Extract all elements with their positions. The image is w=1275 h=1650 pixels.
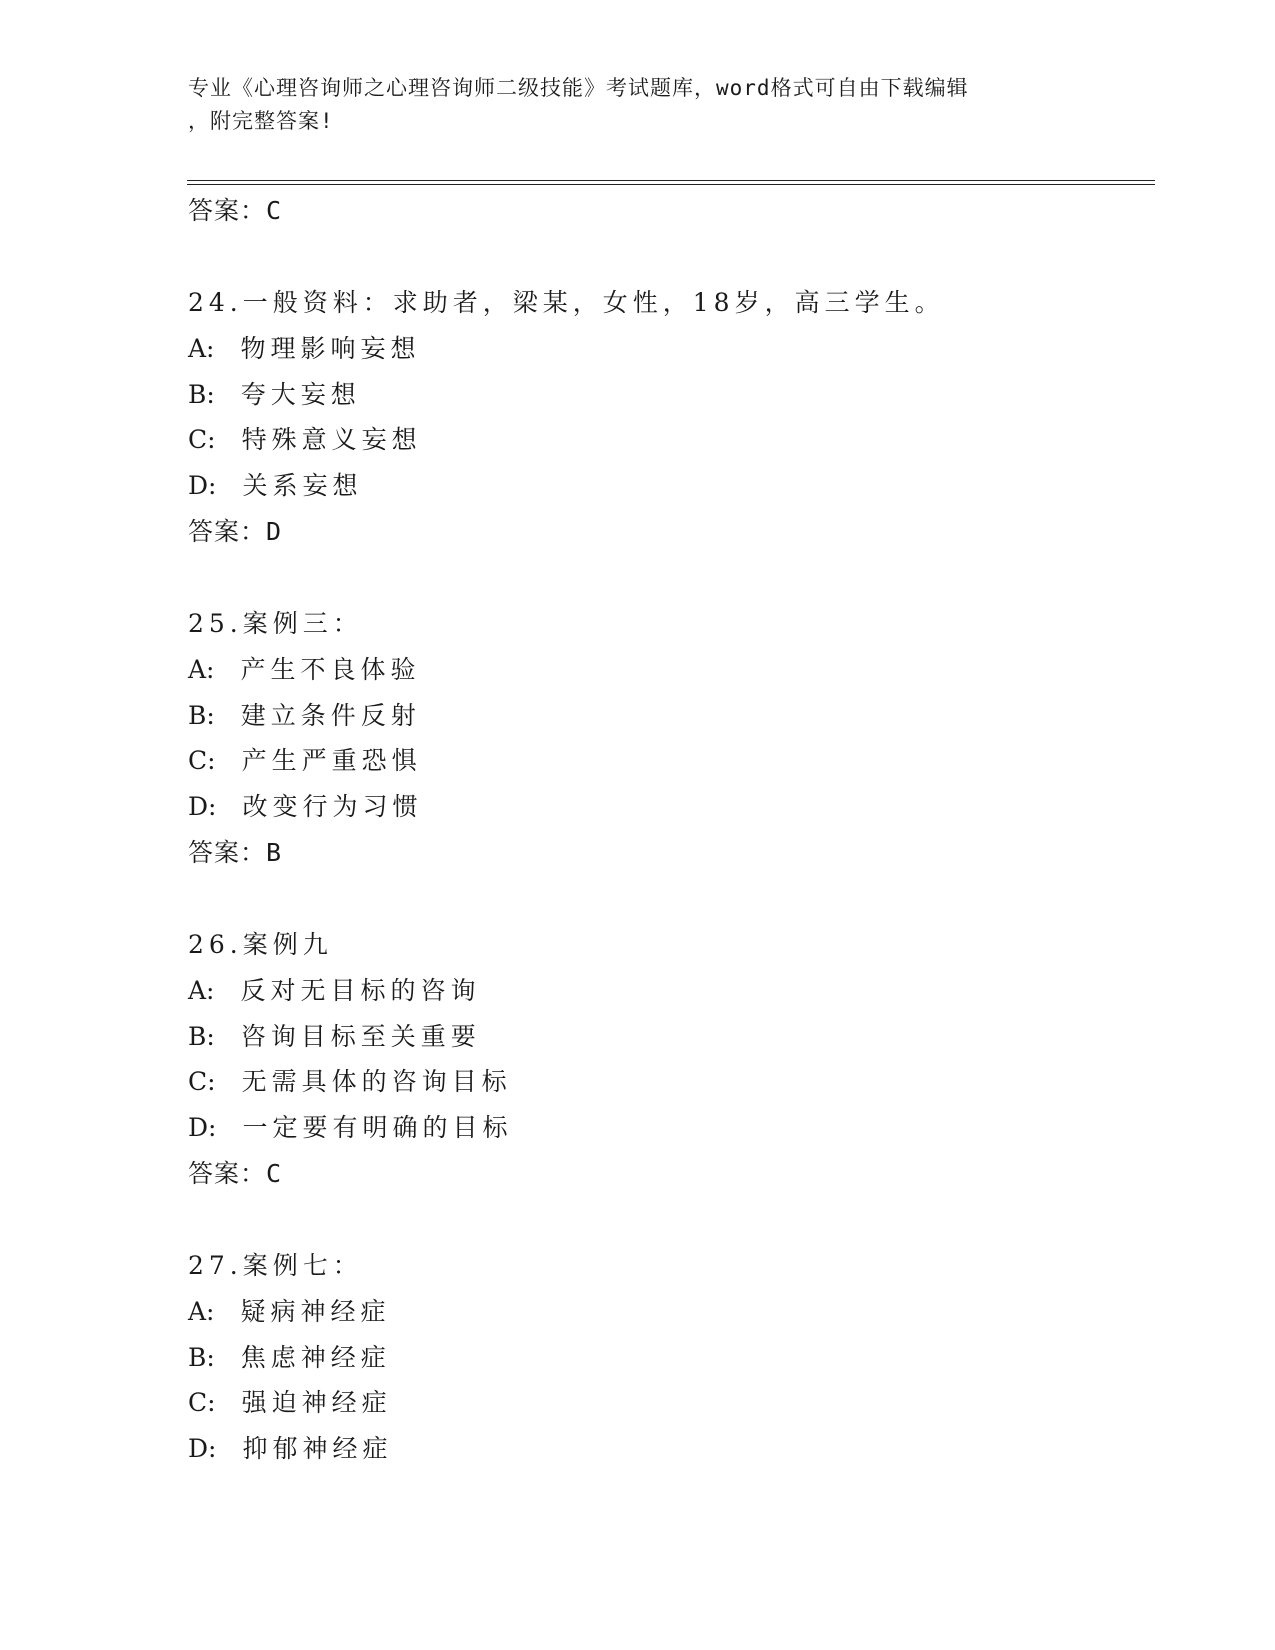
option-text: 特殊意义妄想 bbox=[241, 425, 422, 455]
option-text: 夸大妄想 bbox=[240, 379, 361, 409]
option-text: 疑病神经症 bbox=[240, 1296, 391, 1326]
option-text: 改变行为习惯 bbox=[242, 792, 423, 822]
option-letter: C: bbox=[188, 746, 216, 776]
answer: 答案：C bbox=[188, 1158, 283, 1188]
header-divider-top bbox=[187, 180, 1155, 181]
option-text: 关系妄想 bbox=[242, 471, 363, 501]
option-text: 咨询目标至关重要 bbox=[240, 1021, 481, 1051]
option-letter: B: bbox=[188, 1021, 215, 1051]
question-stem: 26.案例九 bbox=[188, 929, 333, 959]
option-letter: B: bbox=[188, 700, 215, 730]
answer: 答案：B bbox=[188, 837, 283, 867]
question-stem: 27.案例七： bbox=[188, 1250, 363, 1280]
option-a bbox=[188, 968, 1148, 1014]
question-24 bbox=[188, 280, 1148, 555]
option-letter: C: bbox=[188, 425, 216, 455]
header-divider-bottom bbox=[187, 184, 1155, 185]
option-d bbox=[188, 463, 1148, 509]
previous-answer: 答案：C bbox=[188, 196, 283, 225]
question-25 bbox=[188, 601, 1148, 876]
option-letter: D: bbox=[188, 471, 217, 501]
option-d bbox=[188, 784, 1148, 830]
option-d bbox=[188, 1105, 1148, 1151]
option-a bbox=[188, 326, 1148, 372]
option-letter: D: bbox=[188, 1113, 217, 1143]
option-text: 抑郁神经症 bbox=[242, 1434, 393, 1464]
answer: 答案：D bbox=[188, 516, 283, 546]
option-letter: A: bbox=[188, 975, 215, 1005]
option-letter: B: bbox=[188, 1342, 215, 1372]
question-26 bbox=[188, 922, 1148, 1197]
question-stem: 24.一般资料：求助者，梁某，女性，18岁，高三学生。 bbox=[188, 288, 945, 317]
option-c bbox=[188, 417, 1148, 463]
option-letter: D: bbox=[188, 1434, 217, 1464]
question-stem: 25.案例三： bbox=[188, 608, 363, 638]
option-c bbox=[188, 1059, 1148, 1105]
option-text: 反对无目标的咨询 bbox=[240, 975, 481, 1005]
option-text: 物理影响妄想 bbox=[240, 333, 421, 363]
option-a bbox=[188, 647, 1148, 693]
question-list bbox=[188, 188, 1148, 1472]
option-c bbox=[188, 1380, 1148, 1426]
header-line-2: ，附完整答案! bbox=[188, 109, 334, 133]
option-letter: A: bbox=[188, 654, 215, 684]
header-line-1: 专业《心理咨询师之心理咨询师二级技能》考试题库，word格式可自由下载编辑 bbox=[188, 76, 969, 100]
option-a bbox=[188, 1289, 1148, 1335]
option-d bbox=[188, 1426, 1148, 1472]
option-b bbox=[188, 1014, 1148, 1060]
option-text: 产生严重恐惧 bbox=[241, 746, 422, 776]
option-text: 建立条件反射 bbox=[240, 700, 421, 730]
option-b bbox=[188, 1335, 1148, 1381]
option-text: 无需具体的咨询目标 bbox=[241, 1067, 512, 1097]
option-letter: A: bbox=[188, 333, 215, 363]
option-c bbox=[188, 738, 1148, 784]
option-text: 产生不良体验 bbox=[240, 654, 421, 684]
option-letter: C: bbox=[188, 1067, 216, 1097]
option-b bbox=[188, 693, 1148, 739]
document-header bbox=[188, 72, 1088, 138]
option-text: 焦虑神经症 bbox=[240, 1342, 391, 1372]
option-letter: B: bbox=[188, 379, 215, 409]
option-text: 强迫神经症 bbox=[241, 1388, 392, 1418]
option-b bbox=[188, 372, 1148, 418]
option-letter: D: bbox=[188, 792, 217, 822]
option-text: 一定要有明确的目标 bbox=[242, 1113, 513, 1143]
question-27 bbox=[188, 1243, 1148, 1472]
option-letter: A: bbox=[188, 1296, 215, 1326]
option-letter: C: bbox=[188, 1388, 216, 1418]
